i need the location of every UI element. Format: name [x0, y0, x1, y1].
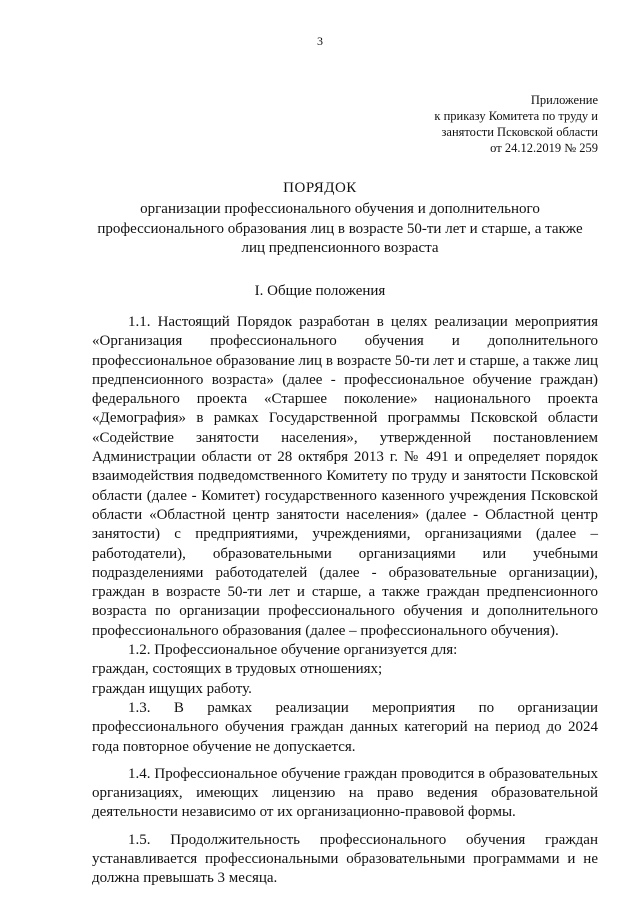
section-heading: I. Общие положения: [254, 283, 386, 299]
paragraph-1-2: 1.2. Профессиональное обучение организуется для:: [128, 642, 458, 659]
paragraph-1-4: 1.4. Профессиональное обучение граждан проводится в образовательных организациях, имеющих лицензию на право ведения образовательной деятельности независимо от их организационно-правовой формы.: [92, 765, 598, 821]
appendix-line: от 24.12.2019 № 259: [490, 141, 598, 155]
document-subtitle: организации профессионального обучения и дополнительного профессионального образования лиц в возрасте 50-ти лет и старше, а также лиц предпенсионного возраста: [97, 201, 583, 256]
list-item: граждан, состоящих в трудовых отношениях;: [92, 661, 383, 678]
appendix-line: Приложение: [530, 93, 598, 107]
appendix-block: [434, 92, 598, 156]
paragraph-1-3: 1.3. В рамках реализации мероприятия по организации профессионального обучения граждан данных категорий на период до 2024 года повторное обучение не допускается.: [92, 699, 598, 755]
document-body: [92, 313, 598, 889]
appendix-line: к приказу Комитета по труду и: [434, 109, 598, 123]
page-number: 3: [317, 34, 323, 48]
list-item: граждан ищущих работу.: [92, 680, 252, 697]
appendix-line: занятости Псковской области: [441, 125, 598, 139]
paragraph-1-5: 1.5. Продолжительность профессионального обучения граждан устанавливается профессиональными образовательными программами и не должна превышать 3 месяца.: [92, 831, 598, 887]
document-title: ПОРЯДОК: [283, 180, 357, 196]
paragraph-1-1: 1.1. Настоящий Порядок разработан в целях реализации мероприятия «Организация профессионального обучения и дополнительного профессиональное образование лиц в возрасте 50-ти лет и старше, а также лиц предпенсионного возраста» (далее - профессиональное обучение граждан) федерального проекта «Старшее поколение» национального проекта «Демография» в рамках Государственной программы Псковской области «Содействие занятости населения», утвержденной постановлением Администрации области от 28 октября 2013 г. № 491 и определяет порядок взаимодействия подведомственного Комитету по труду и занятости Псковской области (далее - Комитет) государственного казенного учреждения Псковской области «Областной центр занятости населения» (далее - Областной центр занятости) с предприятиями, учреждениями, организациями (далее – работодатели), образовательными организациями или учебными подразделениями работодателей (далее - образовательные организации), граждан в возрасте 50-ти лет и старше, а также граждан предпенсионного возраста по организации профессионального обучения и дополнительного профессионального образования (далее – профессионального обучения).: [92, 314, 598, 639]
